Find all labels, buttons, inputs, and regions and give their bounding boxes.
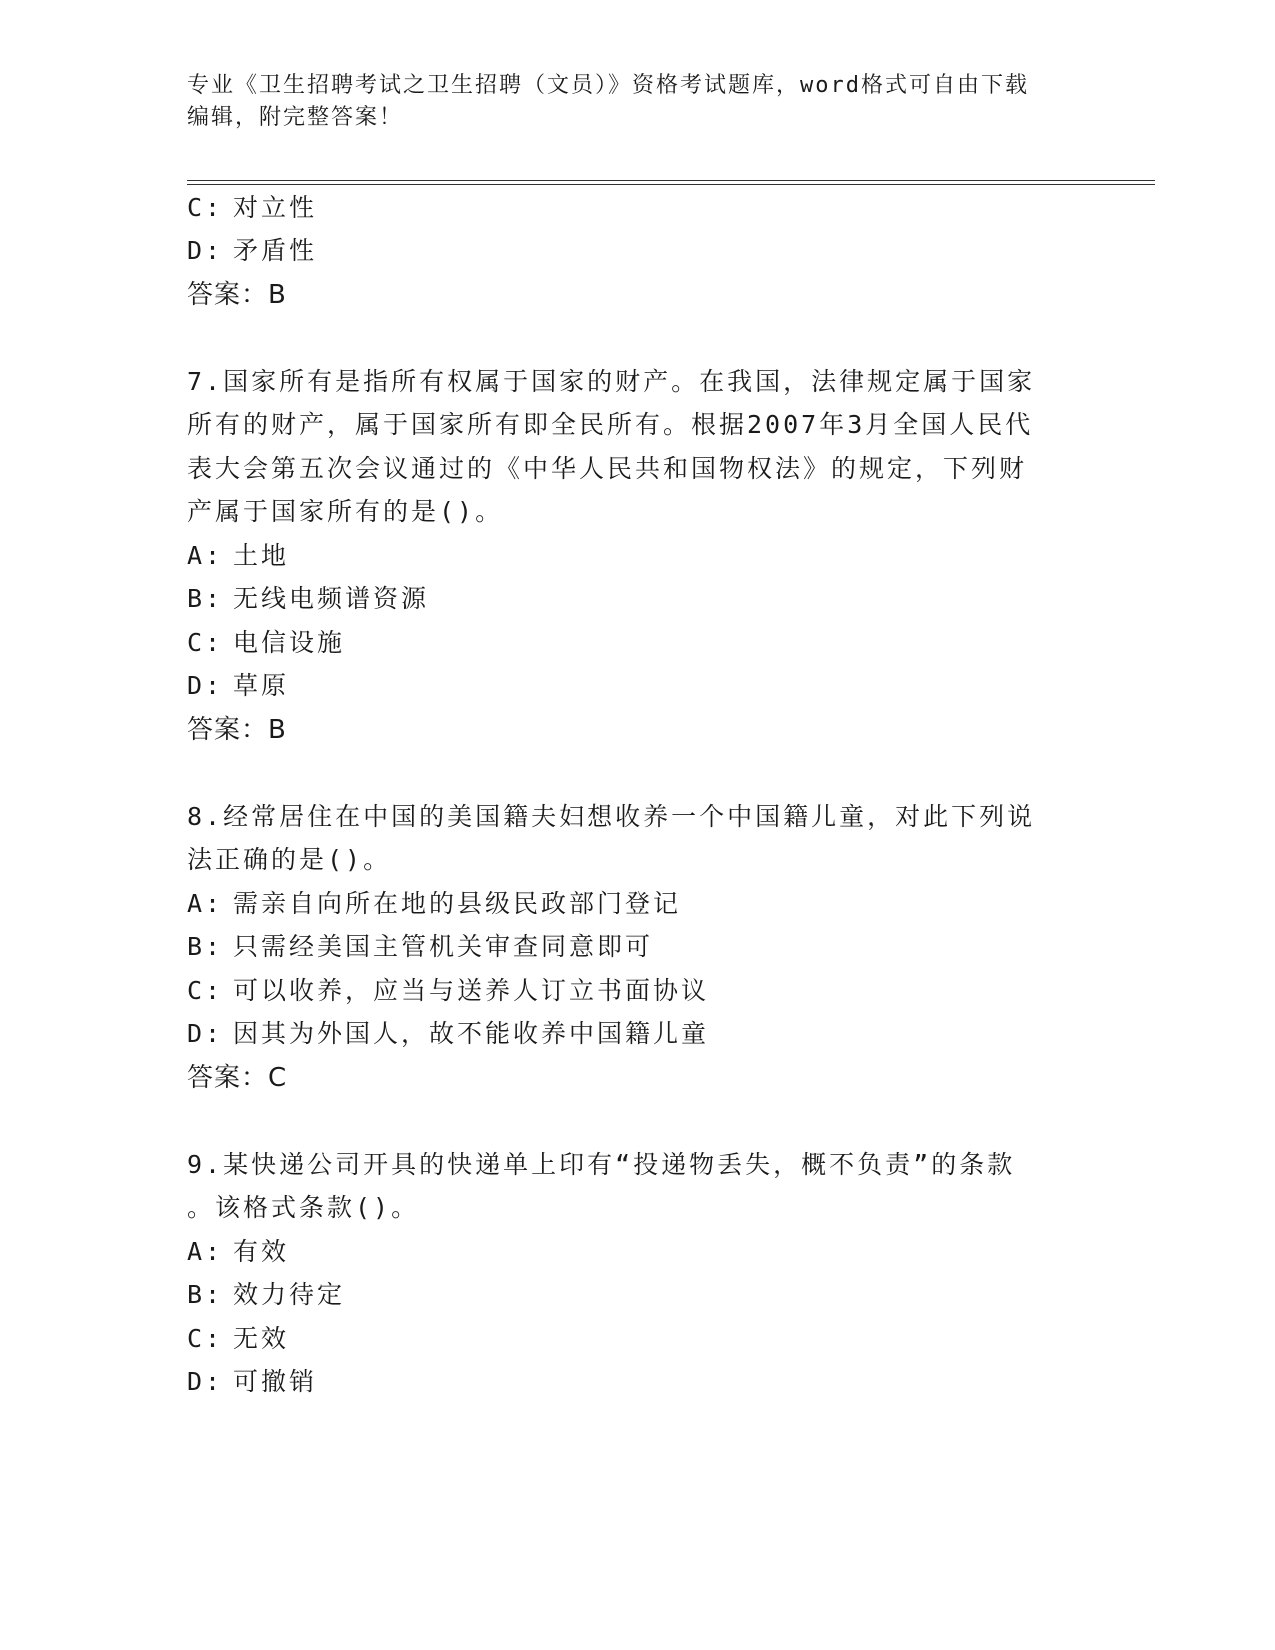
option-label: C: (187, 976, 224, 1005)
option-text: 电信设施 (233, 628, 346, 657)
option-label: D: (187, 1019, 224, 1048)
q7-line-2: 所有的财产，属于国家所有即全民所有。根据2007年3月全国人民代 (187, 410, 1034, 439)
option-label: A: (187, 541, 224, 570)
q9-option-d (187, 1362, 317, 1398)
q9-line-1: 9.某快递公司开具的快递单上印有“投递物丢失，概不负责”的条款 (187, 1150, 1016, 1179)
q7-option-c (187, 623, 345, 659)
option-text: 无效 (233, 1324, 290, 1353)
header-line-2: 编辑，附完整答案！ (187, 105, 404, 130)
q7-line-3: 表大会第五次会议通过的《中华人民共和国物权法》的规定，下列财 (187, 454, 1028, 483)
option-label: B: (187, 584, 224, 613)
q7-option-a (187, 536, 289, 572)
option-text: 需亲自向所在地的县级民政部门登记 (233, 889, 682, 918)
q8-option-c (187, 971, 709, 1007)
option-text: 无线电频谱资源 (233, 584, 430, 613)
option-label: D: (187, 671, 224, 700)
q7-line-4: 产属于国家所有的是()。 (187, 497, 504, 526)
option-label: A: (187, 1237, 224, 1266)
q8-line-2: 法正确的是()。 (187, 845, 392, 874)
option-text: 可撤销 (233, 1367, 318, 1396)
option-text: 有效 (233, 1237, 290, 1266)
q7-option-d (187, 666, 289, 702)
option-label: D: (187, 1367, 224, 1396)
header-divider-top (187, 180, 1155, 181)
option-text: 草原 (233, 671, 290, 700)
option-text: 土地 (233, 541, 290, 570)
option-text: 因其为外国人，故不能收养中国籍儿童 (233, 1019, 710, 1048)
option-text: 只需经美国主管机关审查同意即可 (233, 932, 654, 961)
option-text: 对立性 (233, 193, 318, 222)
q9-option-b (187, 1275, 345, 1311)
q8-line-1: 8.经常居住在中国的美国籍夫妇想收养一个中国籍儿童，对此下列说 (187, 802, 1036, 831)
header-line-1: 专业《卫生招聘考试之卫生招聘（文员）》资格考试题库，word格式可自由下载 (187, 73, 1029, 98)
q7-line-1: 7.国家所有是指所有权属于国家的财产。在我国，法律规定属于国家 (187, 367, 1036, 396)
q7-option-b (187, 579, 429, 615)
option-text: 矛盾性 (233, 236, 318, 265)
option-label: C: (187, 193, 224, 222)
option-label: C: (187, 1324, 224, 1353)
option-label: B: (187, 932, 224, 961)
option-label: C: (187, 628, 224, 657)
option-text: 效力待定 (233, 1280, 346, 1309)
option-text: 可以收养，应当与送养人订立书面协议 (233, 976, 710, 1005)
q9-option-c (187, 1319, 289, 1355)
q8-option-b (187, 927, 653, 963)
q8-answer: 答案：C (187, 1063, 288, 1093)
option-label: B: (187, 1280, 224, 1309)
q8-option-a (187, 884, 681, 920)
prev-option-c (187, 188, 317, 224)
q9-line-2: 。该格式条款()。 (187, 1193, 420, 1222)
header-divider-bottom (187, 184, 1155, 185)
q7-answer: 答案：B (187, 715, 287, 745)
prev-answer: 答案：B (187, 280, 287, 310)
prev-option-d (187, 231, 317, 267)
option-label: D: (187, 236, 224, 265)
page-header (187, 70, 1087, 134)
q8-option-d (187, 1014, 709, 1050)
q9-option-a (187, 1232, 289, 1268)
option-label: A: (187, 889, 224, 918)
